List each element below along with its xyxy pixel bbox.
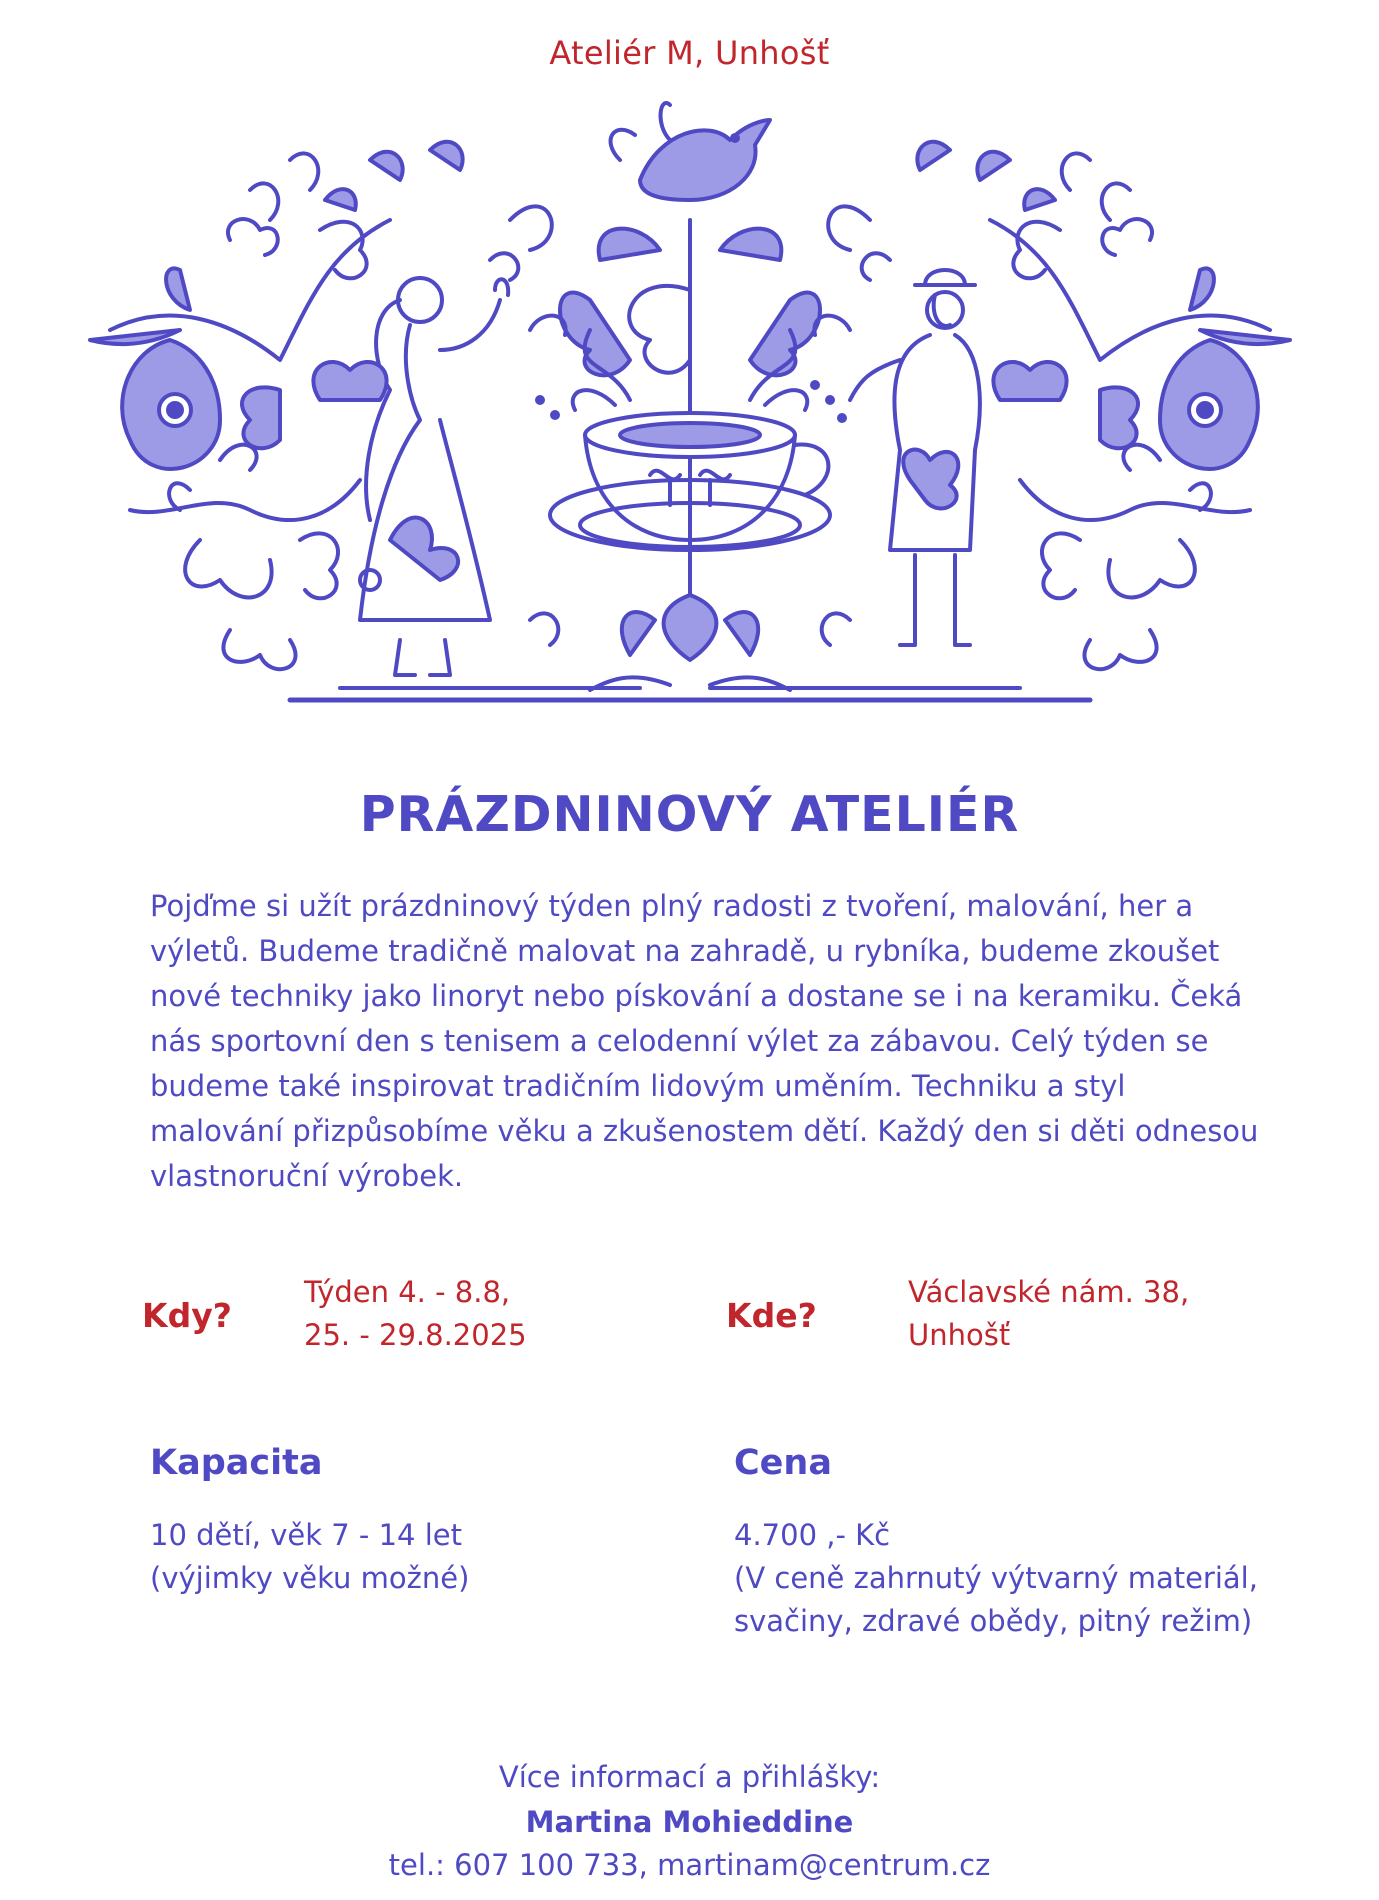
where-line-1: Václavské nám. 38, — [908, 1275, 1190, 1309]
capacity-title: Kapacita — [150, 1443, 323, 1483]
contact-details: tel.: 607 100 733, martinam@centrum.cz — [388, 1848, 991, 1882]
contact-intro: Více informací a přihlášky: — [498, 1760, 881, 1794]
intro-paragraph: Pojďme si užít prázdninový týden plný radosti z tvoření, malování, her a výletů. Budeme tradičně malovat na zahradě, u rybníka, budeme zkoušet nové techniky jako linoryt nebo pískování a dostane se i na keramiku. Čeká nás sportovní den s tenisem a celodenní výlet za zábavou. Celý týden se budeme také inspirovat tradičním lidovým uměním. Techniku a styl malování přizpůsobíme věku a zkušenostem dětí. Každý den si děti odnesou vlastnoruční výrobek. — [150, 889, 1259, 1193]
where-line-2: Unhošť — [908, 1318, 1011, 1352]
when-line-1: Týden 4. - 8.8, — [304, 1275, 511, 1309]
where-label: Kde? — [726, 1296, 817, 1335]
where-value — [908, 1271, 1189, 1357]
folk-art-ornament-icon — [70, 100, 1310, 720]
when-label: Kdy? — [142, 1296, 232, 1335]
price-line-1: 4.700 ,- Kč — [734, 1518, 891, 1552]
when-line-2: 25. - 29.8.2025 — [304, 1318, 527, 1352]
when-value — [304, 1271, 527, 1357]
studio-name: Ateliér M, Unhošť — [549, 34, 830, 72]
page-title: PRÁZDNINOVÝ ATELIÉR — [359, 786, 1020, 843]
price-title: Cena — [734, 1443, 832, 1483]
capacity-line-1: 10 dětí, věk 7 - 14 let — [150, 1518, 462, 1552]
contact-name: Martina Mohieddine — [525, 1805, 854, 1839]
capacity-line-2: (výjimky věku možné) — [150, 1561, 470, 1595]
price-text — [734, 1514, 1258, 1643]
capacity-text — [150, 1514, 469, 1600]
price-line-3: svačiny, zdravé obědy, pitný režim) — [734, 1604, 1253, 1638]
price-line-2: (V ceně zahrnutý výtvarný materiál, — [734, 1561, 1258, 1595]
